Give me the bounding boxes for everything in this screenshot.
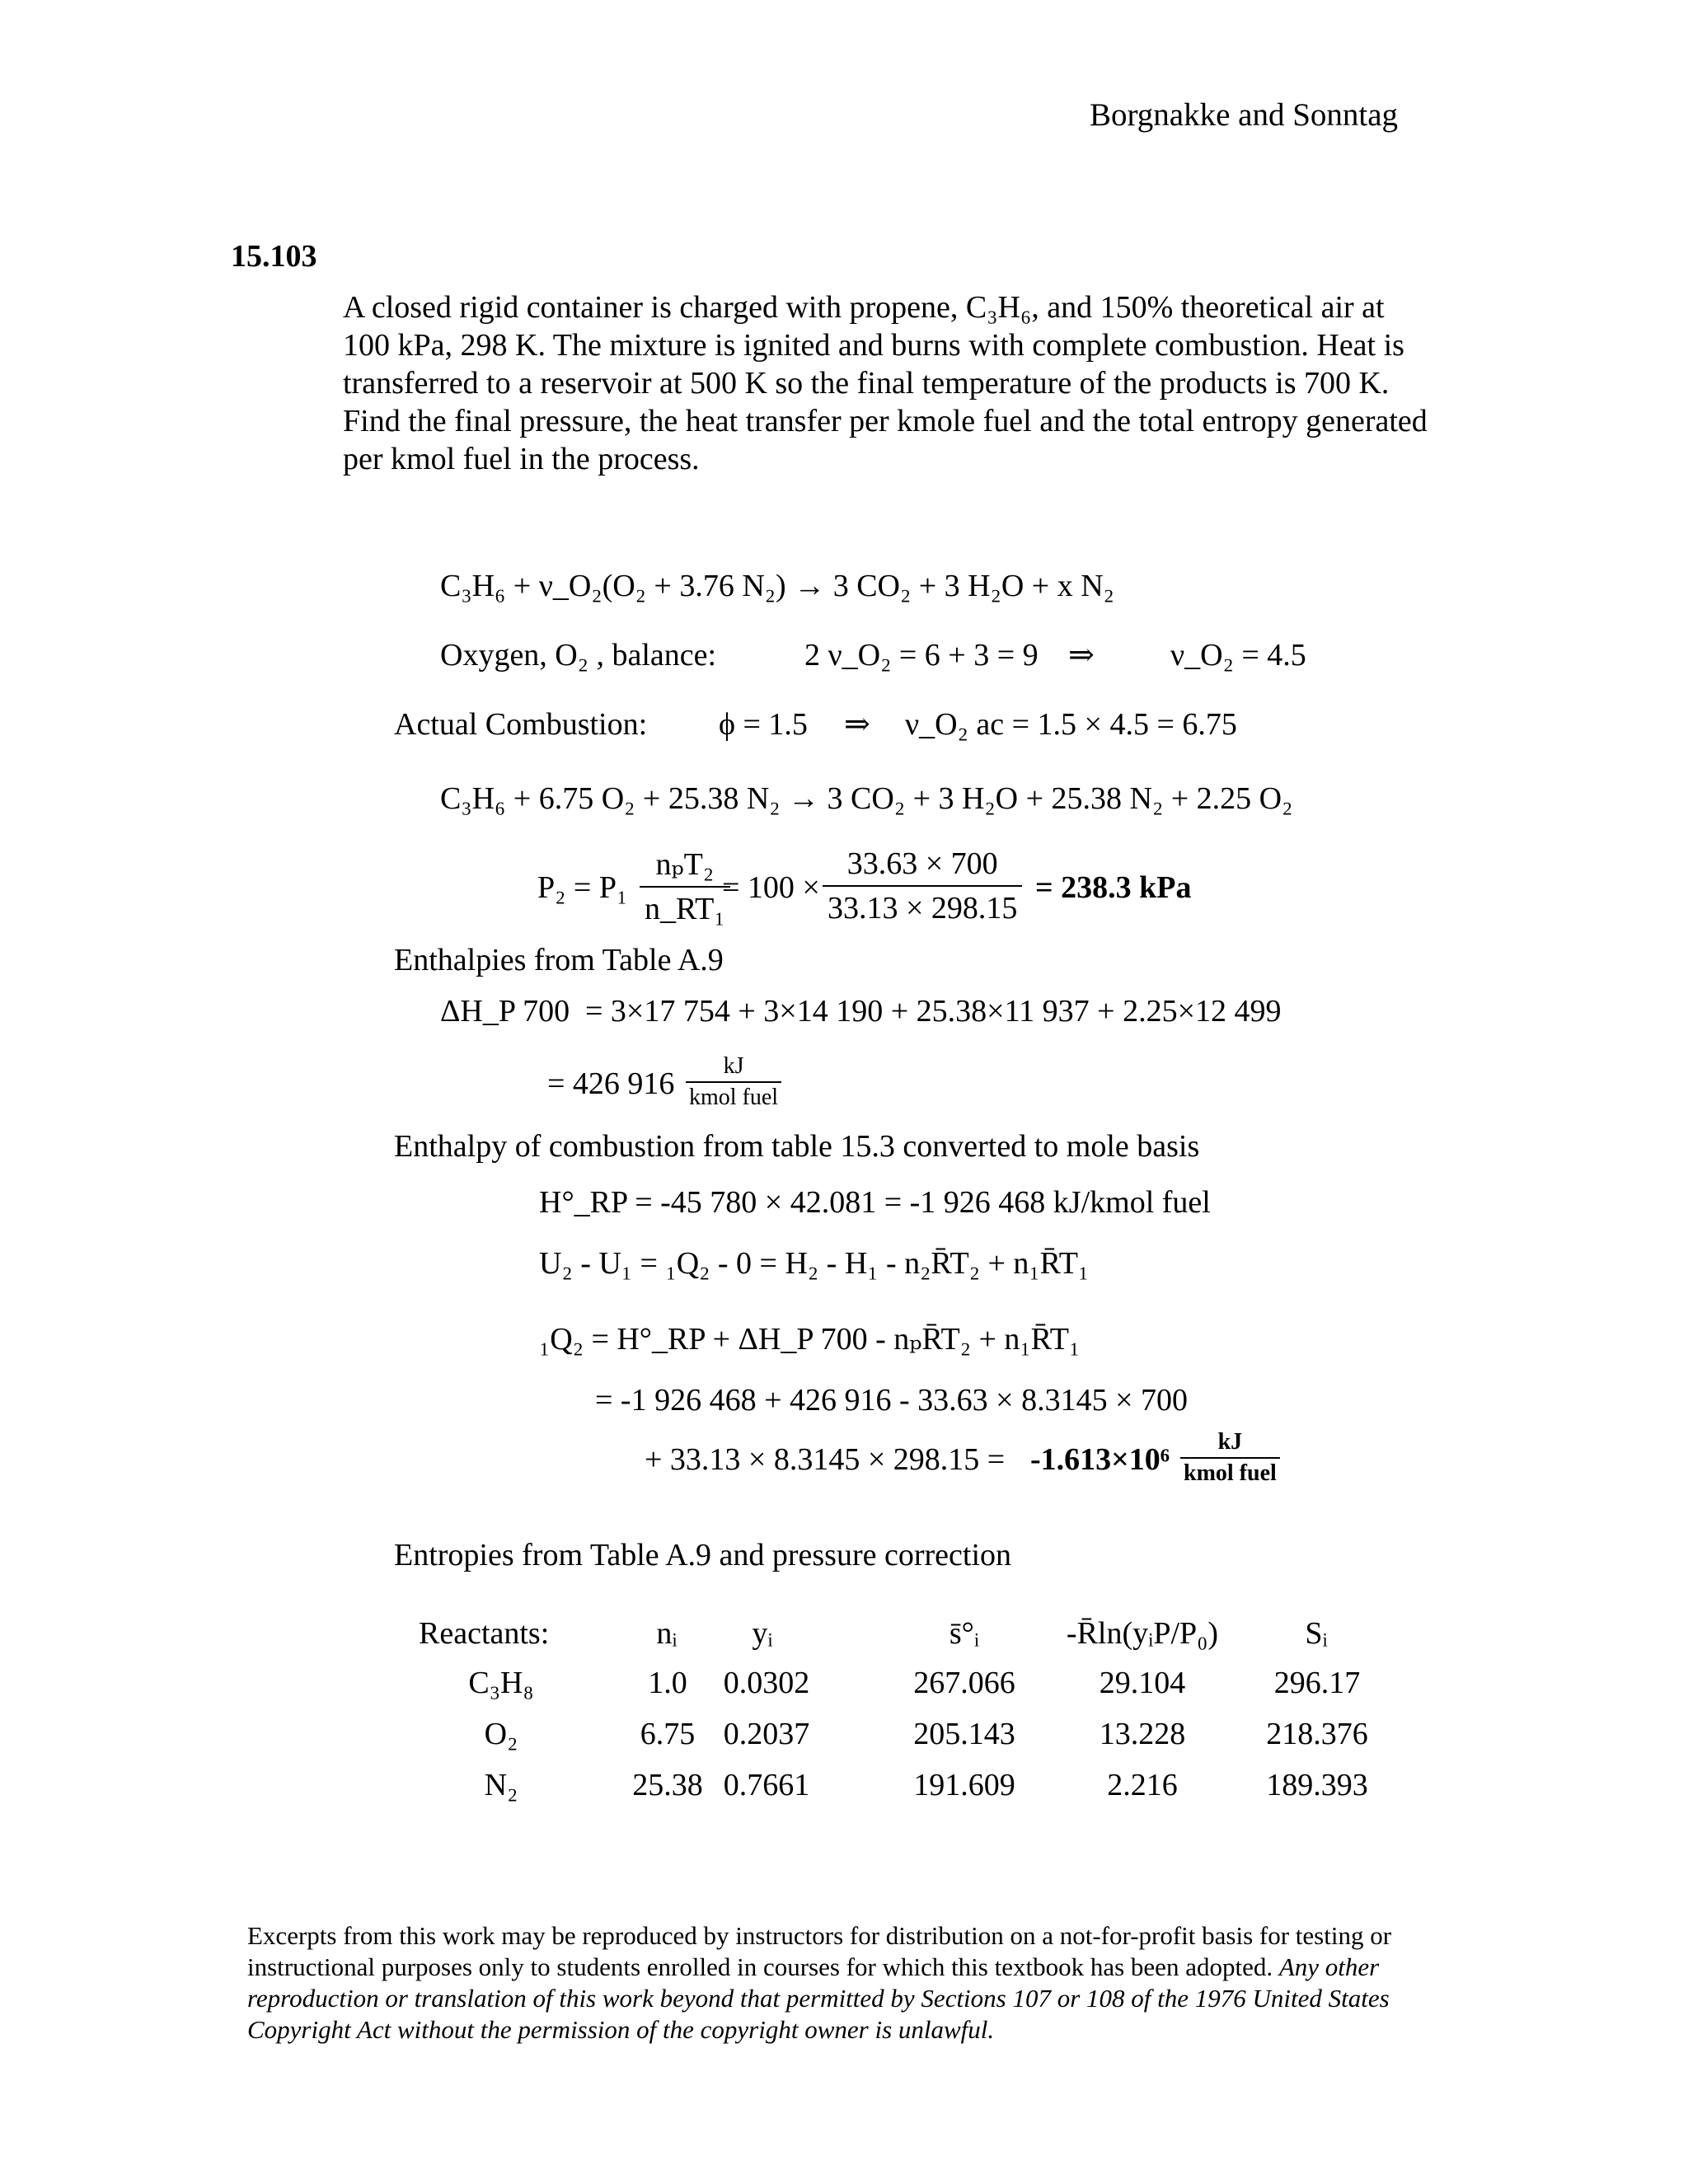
oxygen-balance-equation: 2 ν_O₂ = 6 + 3 = 9 [804,638,1039,673]
table-row-3-S: 189.393 [1266,1768,1368,1802]
table-header-s: s̄°ᵢ [949,1616,980,1651]
table-row-1-n: 1.0 [648,1666,687,1700]
delta-h-unit [686,1053,781,1111]
table-row-3-n: 25.38 [632,1768,703,1802]
p2-result: = 238.3 kPa [1035,870,1192,905]
delta-h-value: = 426 916 [547,1066,675,1101]
table-row-2-y: 0.2037 [723,1717,810,1751]
table-row-2-S: 218.376 [1266,1717,1368,1751]
p2-ratio-fraction [640,846,730,927]
problem-statement: A closed rigid container is charged with propene, C₃H₆, and 150% theoretical air at 100 kPa, 298 K. The mixture is ignited and burns with complete combustion. Heat is transferred to a reservoir at 500 K so the final temperature of the products is 700 K. Find the final pressure, the heat transfer per kmole fuel and the total entropy generated per kmol fuel in the process. [343,290,1428,476]
table-header-correction: -R̄ln(yᵢP/P₀) [1066,1616,1219,1651]
p2-value-denominator: 33.13 × 298.15 [828,891,1018,926]
p2-lhs: P₂ = P₁ [537,870,628,905]
hrp-line: H°_RP = -45 780 × 42.081 = -1 926 468 kJ/kmol fuel [539,1185,1211,1220]
combustion-label: Enthalpy of combustion from table 15.3 converted to mole basis [394,1129,1200,1164]
equation-reaction: C₃H₆ + ν_O₂(O₂ + 3.76 N₂) → 3 CO₂ + 3 H₂O + x N₂ [440,569,1114,603]
heat-transfer-result: -1.613×10⁶ [1030,1442,1170,1477]
table-row-3-species: N₂ [484,1768,518,1802]
footer-normal-text: Excerpts from this work may be reproduced by instructors for distribution on a not-for-profit basis for testing or instructional purposes only to students enrolled in courses for which this textbook has been adopted. [247,1921,1392,1981]
delta-h-rhs: = 3×17 754 + 3×14 190 + 25.38×11 937 + 2.25×12 499 [585,994,1282,1029]
actual-combustion-label: Actual Combustion: [394,707,648,742]
table-header-S: Sᵢ [1305,1616,1328,1651]
table-row-1-S: 296.17 [1273,1666,1361,1700]
actual-oxygen-value: ν_O₂ ac = 1.5 × 4.5 = 6.75 [905,707,1237,742]
table-row-2-correction: 13.228 [1099,1717,1186,1751]
heat-transfer-equation: ₁Q₂ = H°_RP + ΔH_P 700 - nₚR̄T₂ + n₁R̄T₁ [539,1322,1081,1357]
heat-transfer-unit-num: kJ [1180,1429,1280,1459]
table-header-n: nᵢ [656,1616,678,1651]
delta-h-unit-num: kJ [686,1053,781,1083]
delta-h-lhs: ΔH_P 700 [440,994,570,1029]
page-header-authors: Borgnakke and Sonntag [1090,97,1399,133]
enthalpies-label: Enthalpies from Table A.9 [394,943,724,977]
equation-actual-reaction: C₃H₆ + 6.75 O₂ + 25.38 N₂ → 3 CO₂ + 3 H₂O + 25.38 N₂ + 2.25 O₂ [440,781,1293,816]
table-header-reactants: Reactants: [419,1616,550,1651]
table-row-2-s: 205.143 [913,1717,1015,1751]
table-row-3-s: 191.609 [913,1768,1015,1802]
table-header-y: yᵢ [752,1616,773,1651]
oxygen-balance-label: Oxygen, O₂ , balance: [440,638,717,673]
footer-italic-text: Any other reproduction or translation of this work beyond that permitted by Sections 107 or 108 of the 1976 United States Copyright Act without the permission of the copyright owner is unlawful. [247,1952,1390,2044]
p2-value-fraction [823,846,1022,926]
p2-value-numerator: 33.63 × 700 [823,846,1022,887]
p2-ratio-numerator: nₚT₂ [640,846,730,888]
implies-arrow-2: ⇒ [844,707,870,742]
copyright-footer [247,1920,1434,2046]
delta-h-unit-den: kmol fuel [689,1085,779,1110]
energy-equation: U₂ - U₁ = ₁Q₂ - 0 = H₂ - H₁ - n₂R̄T₂ + n₁R̄T₁ [539,1246,1090,1281]
oxygen-balance-result: ν_O₂ = 4.5 [1170,638,1306,673]
table-row-1-y: 0.0302 [723,1666,810,1700]
heat-transfer-line-1: = -1 926 468 + 426 916 - 33.63 × 8.3145 × 700 [595,1383,1189,1418]
heat-transfer-unit-den: kmol fuel [1184,1460,1277,1486]
table-row-1-correction: 29.104 [1099,1666,1186,1700]
table-row-1-species: C₃H₈ [468,1666,534,1700]
p2-ratio-denominator: n_RT₁ [645,892,725,926]
table-row-2-species: O₂ [484,1717,518,1751]
table-row-2-n: 6.75 [640,1717,696,1751]
table-row-1-s: 267.066 [913,1666,1015,1700]
heat-transfer-line-2: + 33.13 × 8.3145 × 298.15 = [645,1442,1006,1477]
entropies-label: Entropies from Table A.9 and pressure correction [394,1538,1012,1572]
p2-mid: = 100 × [722,870,820,905]
table-row-3-correction: 2.216 [1107,1768,1178,1802]
equivalence-ratio: ϕ = 1.5 [719,707,808,742]
heat-transfer-unit [1180,1429,1280,1487]
problem-number: 15.103 [231,239,317,274]
table-row-3-y: 0.7661 [723,1768,810,1802]
implies-arrow-1: ⇒ [1068,638,1095,673]
